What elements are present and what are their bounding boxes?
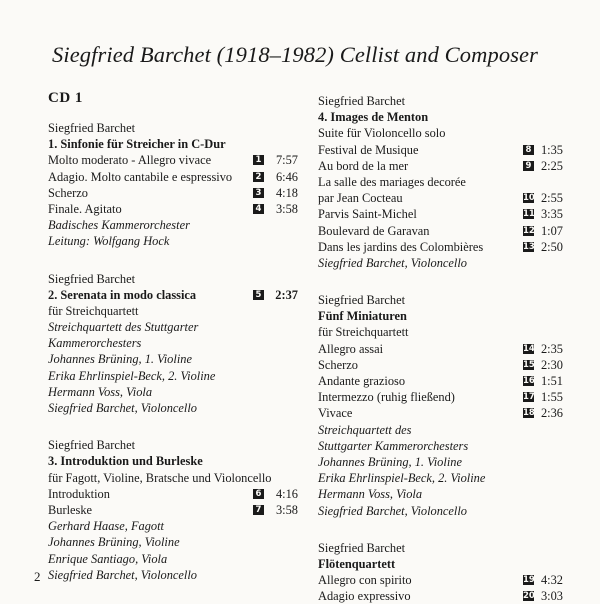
composer-name: Siegfried Barchet	[318, 293, 406, 308]
track-number-badge: 11	[523, 209, 535, 220]
performer-credit: Siegfried Barchet, Violoncello	[318, 503, 467, 518]
track-duration: 2:35	[540, 341, 563, 356]
track-duration: 2:36	[540, 406, 563, 421]
work-title-text: 3. Introduktion und Burleske	[48, 454, 203, 469]
track-item	[318, 158, 563, 174]
performer-credit: Siegfried Barchet, Violoncello	[48, 401, 197, 415]
track-item	[48, 486, 298, 502]
track-title: Boulevard de Garavan	[318, 223, 430, 238]
track-item	[48, 152, 298, 168]
performer-credit: Johannes Brüning, 1. Violine	[48, 352, 192, 367]
track-item	[48, 502, 298, 518]
track-number-badge: 18	[523, 408, 535, 419]
track-number-badge: 2	[253, 172, 264, 182]
track-title: La salle des mariages decorée	[318, 174, 466, 189]
track-number-badge: 19	[523, 575, 535, 586]
track-item	[318, 223, 563, 239]
work-subtitle: für Streichquartett	[48, 303, 139, 318]
track-title: Intermezzo (ruhig fließend)	[318, 390, 455, 405]
track-number-badge: 4	[253, 204, 264, 214]
work-title	[48, 453, 298, 469]
track-number-badge: 3	[253, 188, 264, 198]
section-spacer	[318, 519, 563, 540]
work-title	[48, 287, 298, 303]
track-duration: 6:46	[275, 169, 298, 184]
track-title: par Jean Cocteau	[318, 191, 403, 206]
track-title: Parvis Saint-Michel	[318, 207, 417, 222]
work-subtitle: für Fagott, Violine, Bratsche und Violoncello	[48, 470, 272, 485]
track-title: Scherzo	[318, 357, 358, 372]
track-duration: 7:57	[275, 153, 298, 168]
track-number-badge: 14	[523, 343, 535, 354]
track-item	[318, 357, 563, 373]
track-number-badge: 9	[523, 161, 534, 171]
track-title: Adagio. Molto cantabile e espressivo	[48, 169, 233, 184]
track-duration: 1:55	[540, 390, 563, 405]
work-title	[318, 109, 563, 125]
performer-credit: Stuttgarter Kammerorchesters	[318, 438, 469, 453]
performer-credit: Erika Ehrlinspiel-Beck, 2. Violine	[48, 368, 216, 383]
work-title-text: Flötenquartett	[318, 556, 396, 571]
track-number-badge: 1	[253, 155, 264, 165]
performer-credit: Hermann Voss, Viola	[318, 487, 423, 502]
track-title: Scherzo	[48, 185, 88, 200]
performer-credit: Hermann Voss, Viola	[48, 384, 153, 399]
track-duration: 2:30	[540, 357, 563, 372]
track-item	[318, 373, 563, 389]
cd-label: CD 1	[48, 90, 83, 106]
track-duration: 3:58	[275, 502, 298, 517]
track-title: Finale. Agitato	[48, 201, 122, 216]
track-number-badge: 15	[523, 359, 535, 370]
track-item	[318, 405, 563, 421]
track-title: Vivace	[318, 406, 353, 421]
track-item	[318, 174, 563, 190]
track-item	[318, 142, 563, 158]
track-number-badge: 8	[523, 145, 534, 155]
track-item	[48, 201, 298, 217]
composer-name: Siegfried Barchet	[318, 540, 406, 555]
work-title-text: Fünf Miniaturen	[318, 309, 407, 324]
track-title: Dans les jardins des Colombières	[318, 239, 484, 254]
work-title-text: 1. Sinfonie für Streicher in C-Dur	[48, 137, 226, 152]
track-number-badge: 20	[523, 591, 535, 602]
work-title	[318, 308, 563, 324]
work-title	[318, 556, 563, 572]
left-column	[48, 120, 298, 583]
track-duration: 2:50	[540, 239, 563, 254]
performer-credit: Leitung: Wolfgang Hock	[48, 234, 170, 249]
track-duration: 2:37	[275, 287, 298, 302]
track-duration: 4:18	[275, 185, 298, 200]
performer-credit: Badisches Kammerorchester	[48, 218, 190, 233]
composer-name: Siegfried Barchet	[48, 121, 136, 135]
track-duration: 4:32	[540, 573, 563, 588]
track-duration: 4:16	[275, 486, 298, 501]
performer-credit: Siegfried Barchet, Violoncello	[48, 567, 197, 582]
track-item	[318, 190, 563, 206]
track-duration: 2:55	[540, 191, 563, 206]
track-number-badge: 16	[523, 376, 535, 386]
track-title: Allegro con spirito	[318, 573, 412, 588]
track-duration: 2:25	[540, 158, 563, 173]
track-number-badge: 5	[253, 290, 264, 300]
track-title: Adagio expressivo	[318, 589, 411, 604]
performer-credit: Johannes Brüning, Violine	[48, 535, 180, 550]
track-number-badge: 13	[523, 241, 535, 252]
performer-credit: Johannes Brüning, 1. Violine	[318, 454, 462, 469]
section-spacer	[48, 250, 298, 271]
work-title-text: 2. Serenata in modo classica	[48, 287, 197, 302]
track-number-badge: 6	[253, 489, 264, 499]
track-duration: 3:58	[275, 201, 298, 216]
performer-credit: Kammerorchesters	[48, 336, 142, 351]
work-subtitle: für Streichquartett	[318, 325, 409, 340]
track-item	[318, 341, 563, 357]
track-item	[48, 185, 298, 201]
composer-name: Siegfried Barchet	[48, 438, 136, 453]
performer-credit: Erika Ehrlinspiel-Beck, 2. Violine	[318, 471, 486, 486]
track-duration: 3:35	[540, 207, 563, 222]
track-title: Molto moderato - Allegro vivace	[48, 153, 212, 168]
page-number: 2	[34, 569, 41, 584]
performer-credit: Streichquartett des Stuttgarter	[48, 320, 199, 335]
track-number-badge: 12	[523, 225, 535, 236]
right-column	[318, 93, 563, 604]
track-item	[318, 206, 563, 222]
track-item	[318, 239, 563, 255]
page-title: Siegfried Barchet (1918–1982) Cellist and Composer	[52, 42, 538, 67]
performer-credit: Enrique Santiago, Viola	[48, 551, 168, 566]
track-title: Allegro assai	[318, 341, 384, 356]
track-duration: 1:35	[540, 142, 563, 157]
track-number-badge: 7	[253, 505, 264, 515]
track-item	[318, 572, 563, 588]
track-title: Au bord de la mer	[318, 158, 409, 173]
performer-credit: Gerhard Haase, Fagott	[48, 519, 164, 534]
track-number-badge: 17	[523, 392, 535, 403]
track-duration: 1:51	[540, 374, 563, 388]
section-spacer	[48, 416, 298, 437]
work-title-text: 4. Images de Menton	[318, 110, 429, 125]
composer-name: Siegfried Barchet	[48, 271, 136, 286]
track-item	[318, 389, 563, 405]
work-subtitle: Suite für Violoncello solo	[318, 126, 446, 141]
track-title: Festival de Musique	[318, 142, 419, 157]
section-spacer	[318, 271, 563, 292]
performer-credit: Streichquartett des	[318, 422, 412, 437]
track-number-badge: 10	[523, 193, 535, 204]
track-item	[48, 169, 298, 185]
track-title: Burleske	[48, 502, 93, 517]
track-duration: 3:03	[540, 589, 563, 604]
composer-name: Siegfried Barchet	[318, 94, 406, 108]
track-duration: 1:07	[540, 223, 563, 238]
track-title: Introduktion	[48, 486, 110, 501]
track-title: Andante grazioso	[318, 374, 406, 388]
performer-credit: Siegfried Barchet, Violoncello	[318, 255, 467, 270]
work-title	[48, 136, 298, 152]
